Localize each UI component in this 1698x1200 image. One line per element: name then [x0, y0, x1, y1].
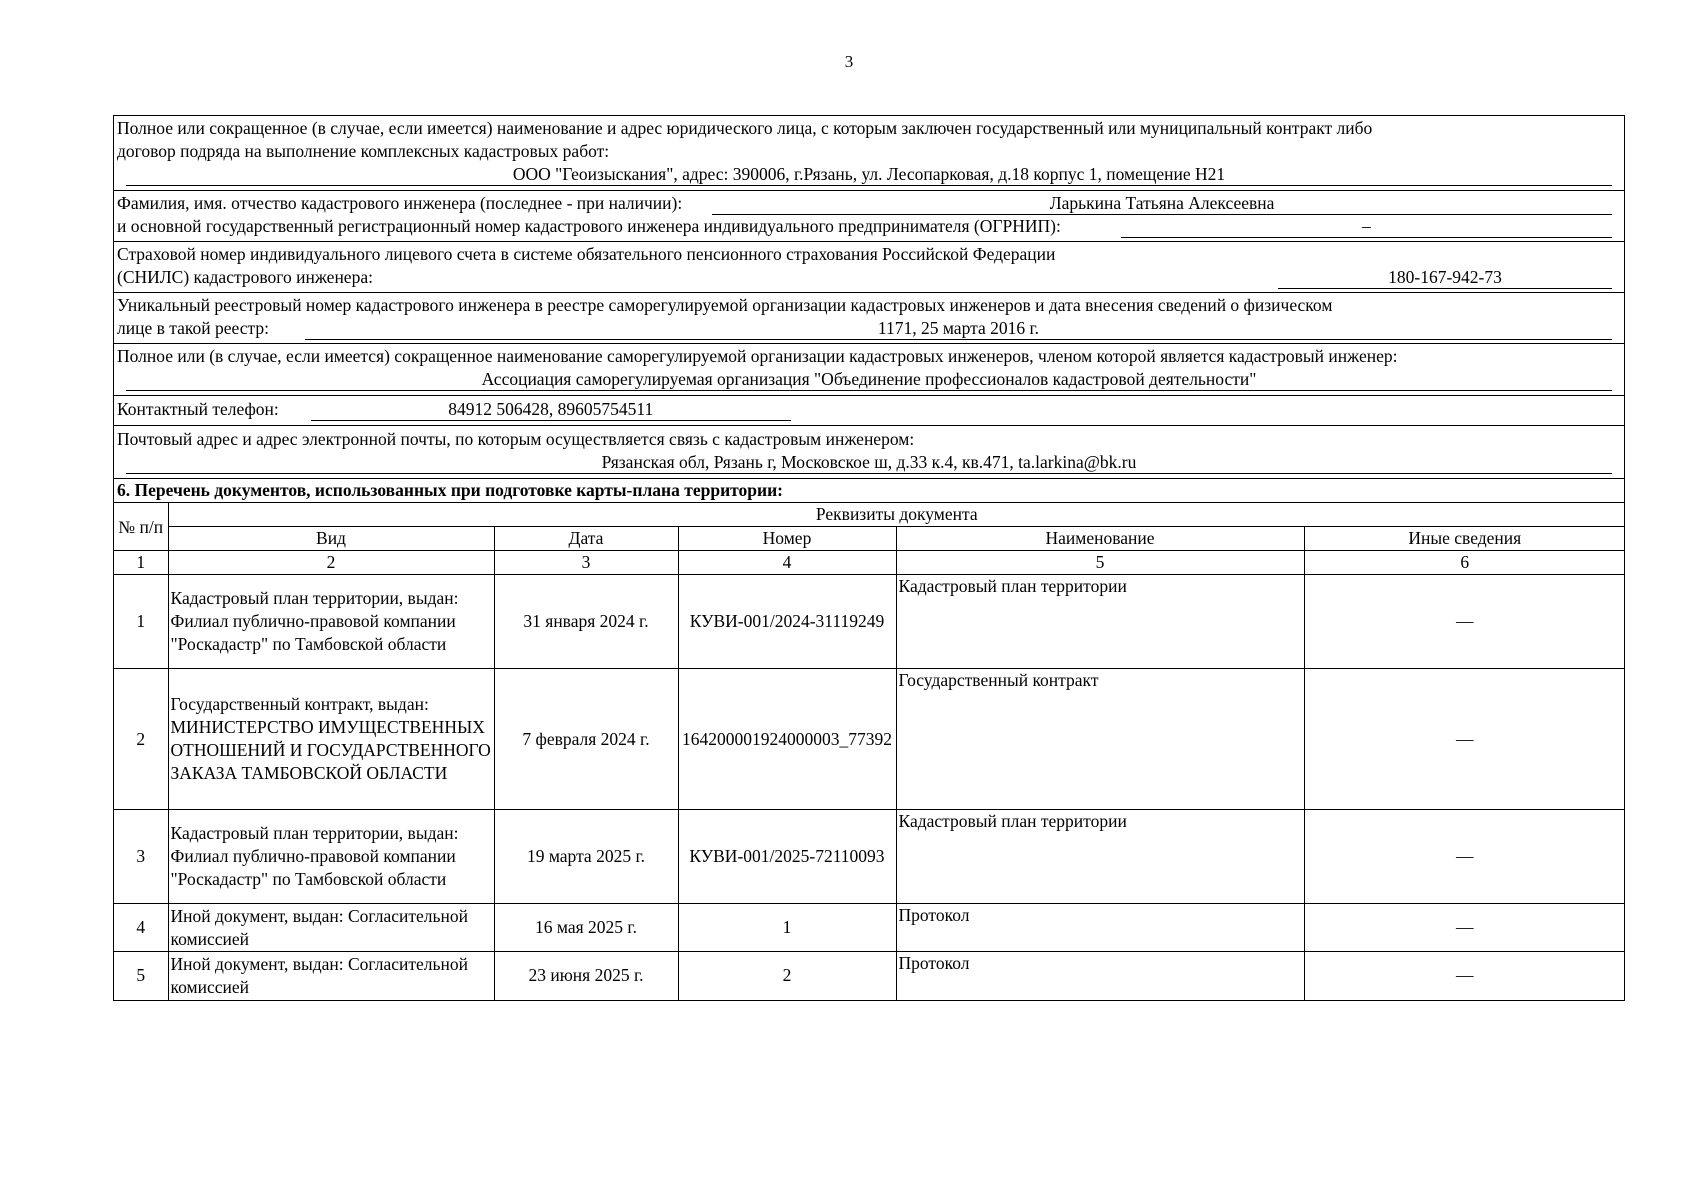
header-kind: Вид	[168, 527, 494, 551]
table-row	[114, 810, 1625, 904]
row-number: 2	[678, 952, 896, 1000]
column-number: 3	[494, 551, 678, 575]
contract-party-label-1: Полное или сокращенное (в случае, если имеется) наименование и адрес юридического лица, с которым заключен государственный или муниципальный контракт либо	[117, 118, 1373, 138]
phone-section	[114, 396, 1624, 426]
row-no: 5	[114, 952, 168, 1000]
row-kind: Государственный контракт, выдан: МИНИСТЕРСТВО ИМУЩЕСТВЕННЫХ ОТНОШЕНИЙ И ГОСУДАРСТВЕННОГО ЗАКАЗА ТАМБОВСКОЙ ОБЛАСТИ	[168, 669, 494, 810]
row-number: КУВИ-001/2025-72110093	[678, 810, 896, 904]
header-name: Наименование	[896, 527, 1304, 551]
postal-label: Почтовый адрес и адрес электронной почты, по которым осуществляется связь с кадастровым инженером:	[117, 429, 915, 449]
contract-party-value: ООО "Геоизыскания", адрес: 390006, г.Рязань, ул. Лесопарковая, д.18 корпус 1, помещение Н21	[126, 163, 1612, 186]
engineer-name-label: Фамилия, имя. отчество кадастрового инженера (последнее - при наличии):	[117, 193, 683, 213]
header-date: Дата	[494, 527, 678, 551]
sro-label: Полное или (в случае, если имеется) сокращенное наименование саморегулируемой организации кадастровых инженеров, членом которой является кадастровый инженер:	[117, 346, 1398, 366]
row-no: 2	[114, 669, 168, 810]
engineer-section	[114, 191, 1624, 242]
phone-value: 84912 506428, 89605754511	[311, 398, 791, 421]
registry-value: 1171, 25 марта 2016 г.	[305, 317, 1612, 340]
header-other: Иные сведения	[1304, 527, 1625, 551]
row-no: 4	[114, 904, 168, 952]
row-name: Кадастровый план территории	[896, 810, 1304, 904]
table-row	[114, 904, 1625, 952]
row-other: —	[1304, 669, 1625, 810]
header-number: Номер	[678, 527, 896, 551]
table-header-columns	[114, 527, 1625, 551]
column-number: 2	[168, 551, 494, 575]
document-frame	[113, 115, 1625, 1001]
registry-section	[114, 293, 1624, 344]
row-number: 1	[678, 904, 896, 952]
registry-label-2: лице в такой реестр:	[117, 318, 269, 338]
row-date: 31 января 2024 г.	[494, 575, 678, 669]
table-row	[114, 669, 1625, 810]
sro-section	[114, 344, 1624, 396]
ogrnip-value: –	[1121, 215, 1612, 238]
snils-value: 180-167-942-73	[1278, 266, 1612, 289]
row-kind: Кадастровый план территории, выдан: Филиал публично-правовой компании "Роскадастр" по Тамбовской области	[168, 810, 494, 904]
snils-label-1: Страховой номер индивидуального лицевого счета в системе обязательного пенсионного страхования Российской Федерации	[117, 244, 1056, 264]
row-name: Кадастровый план территории	[896, 575, 1304, 669]
documents-table	[114, 503, 1625, 1000]
ogrnip-label: и основной государственный регистрационный номер кадастрового инженера индивидуального предпринимателя (ОГРНИП):	[117, 216, 1061, 236]
header-no: № п/п	[114, 503, 168, 551]
engineer-name-value: Ларькина Татьяна Алексеевна	[712, 192, 1612, 215]
row-other: —	[1304, 904, 1625, 952]
row-number: 164200001924000003_77392	[678, 669, 896, 810]
row-no: 1	[114, 575, 168, 669]
column-number: 4	[678, 551, 896, 575]
header-group: Реквизиты документа	[168, 503, 1625, 527]
column-number: 5	[896, 551, 1304, 575]
row-date: 16 мая 2025 г.	[494, 904, 678, 952]
table-header-row	[114, 503, 1625, 527]
registry-label-1: Уникальный реестровый номер кадастрового инженера в реестре саморегулируемой организации кадастровых инженеров и дата внесения сведений о физическом	[117, 295, 1333, 315]
column-number: 6	[1304, 551, 1625, 575]
row-other: —	[1304, 575, 1625, 669]
column-numbers-row	[114, 551, 1625, 575]
row-other: —	[1304, 810, 1625, 904]
row-name: Протокол	[896, 904, 1304, 952]
table-row	[114, 575, 1625, 669]
table-row	[114, 952, 1625, 1000]
documents-section	[114, 479, 1624, 1000]
row-number: КУВИ-001/2024-31119249	[678, 575, 896, 669]
postal-section	[114, 426, 1624, 479]
snils-section	[114, 242, 1624, 293]
column-number: 1	[114, 551, 168, 575]
row-kind: Иной документ, выдан: Согласительной комиссией	[168, 952, 494, 1000]
row-no: 3	[114, 810, 168, 904]
page-number: 3	[844, 52, 854, 71]
postal-value: Рязанская обл, Рязань г, Московское ш, д.33 к.4, кв.471, ta.larkina@bk.ru	[126, 451, 1612, 474]
row-name: Протокол	[896, 952, 1304, 1000]
contract-party-label-2: договор подряда на выполнение комплексных кадастровых работ:	[117, 141, 610, 161]
row-kind: Иной документ, выдан: Согласительной комиссией	[168, 904, 494, 952]
row-kind: Кадастровый план территории, выдан: Филиал публично-правовой компании "Роскадастр" по Тамбовской области	[168, 575, 494, 669]
row-name: Государственный контракт	[896, 669, 1304, 810]
documents-title: 6. Перечень документов, использованных при подготовке карты-плана территории:	[114, 479, 1624, 503]
row-date: 19 марта 2025 г.	[494, 810, 678, 904]
snils-label-2: (СНИЛС) кадастрового инженера:	[117, 267, 373, 287]
row-other: —	[1304, 952, 1625, 1000]
sro-value: Ассоциация саморегулируемая организация "Объединение профессионалов кадастровой деятельности"	[126, 368, 1612, 391]
row-date: 23 июня 2025 г.	[494, 952, 678, 1000]
phone-label: Контактный телефон:	[117, 399, 279, 419]
contract-party-section	[114, 116, 1624, 191]
row-date: 7 февраля 2024 г.	[494, 669, 678, 810]
